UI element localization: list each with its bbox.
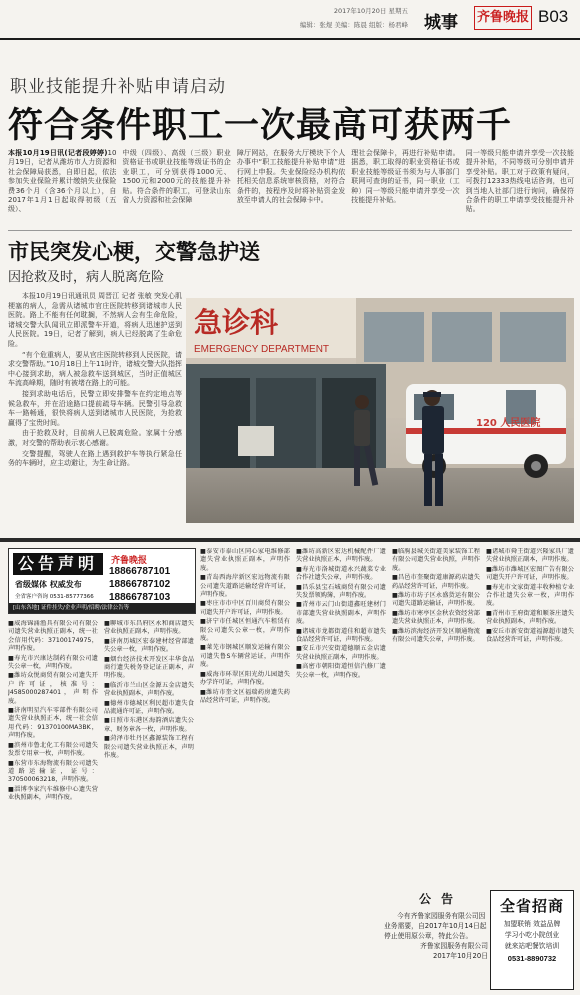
story2-paragraph: “有个危重病人，要从官庄医院转移到人民医院，请求交警帮助。”10月18日上午11时许，诸城交警大队指挥中心接到求助，病人被急救车送到城区，当时正值城区车流高峰期，随时有被堵在路上的可能。 (8, 350, 182, 388)
classified-item: ■德州市德城区利民超市遗失食品流通许可证，声明作废。 (104, 699, 194, 716)
header-rule (0, 38, 580, 40)
classified-item: ■济宁市任城区恒通汽车租赁有限公司遗失公章一枚，声明作废。 (200, 618, 290, 643)
classified-item: ■诸城市龙都街道佳和超市遗失食品经营许可证，声明作废。 (296, 627, 386, 644)
classified-column (8, 620, 98, 990)
notice-body: 今有齐鲁家园服务有限公司因业务需要，自2017年10月14日起停止使用原公章，特此公告。 (384, 912, 487, 940)
classified-rule (0, 538, 580, 542)
classified-item: ■威海市环翠区阳光幼儿园遗失办学许可证，声明作废。 (200, 670, 290, 687)
classified-item: ■聊城市东昌府区永和商店遗失营业执照正副本，声明作废。 (104, 620, 194, 636)
story1-column: 中级（四级）、高级（三级）职业资格证书或职业技能等级证书的企业职工，可分别获得1000元、1500元和2000元的技能提升补贴。符合条件的职工，可登录山东省人力资源和社会保障 (122, 149, 231, 205)
date-line: 2017年10月20日 星期五 (333, 7, 408, 15)
story1-column-text: 10月19日，记者从潍坊市人力资源和社会保障局获悉，自即日起，依法参加失业保险并累计缴纳失业保险费36个月（含36个月以上），自2017年1月1日起取得初级（五级）、 (8, 149, 117, 214)
public-notice (384, 890, 488, 990)
sign-chinese: 急诊科 (194, 306, 279, 339)
classified-item: ■青州市王府街道和顺茶庄遗失营业执照副本，声明作废。 (486, 609, 574, 626)
classified-item: ■济南历城区宏泰建材经营部遗失公章一枚，声明作废。 (104, 637, 194, 654)
classified-column (296, 548, 386, 990)
recruit-line: 加盟联销 效益品牌 (503, 920, 561, 928)
news-photo (186, 298, 574, 523)
classified-item: ■青州市云门山街道鑫旺建材门市部遗失营业执照副本，声明作废。 (296, 601, 386, 626)
ad-phone: 18866787102 (109, 579, 171, 590)
page-number: B03 (538, 7, 569, 26)
classified-column (200, 548, 290, 990)
classified-item: ■济南明星汽车零部件有限公司遗失营业执照正本，统一社会信用代码：91370100MA3BK，声明作废。 (8, 707, 98, 740)
story-divider (8, 230, 572, 231)
ad-title: 公告声明 (13, 553, 103, 575)
ad-brand: 齐鲁晚报 (111, 556, 148, 566)
classified-item: ■临沂市兰山区金源五金店遗失营业执照副本，声明作废。 (104, 681, 194, 698)
classified-item: ■莱芜市钢城区顺发运输有限公司遗失鲁S车辆营运证，声明作废。 (200, 644, 290, 669)
section-name: 城事 (424, 13, 458, 33)
ad-hotline: 全省客户咨询 0531-85777366 (15, 594, 94, 600)
classified-item: ■昌乐县宝石城商贸有限公司遗失发票领购簿，声明作废。 (296, 583, 386, 600)
recruit-line: 就来站吧餐饮培训 (504, 942, 560, 950)
story1-column: 同一等级只能申请并享受一次技能提升补贴，不同等级可分别申请并享受补贴。职工对于政策有疑问，可拨打12333热线电话咨询，也可到当地人社部门进行询问，确保符合条件的职工申请享受技能提升补贴。 (465, 149, 575, 214)
masthead (0, 0, 580, 40)
classified-item: ■潍坊市潍城区宏图广告有限公司遗失开户许可证，声明作废。 (486, 565, 574, 582)
classified-item: ■寿光市兴康达制药有限公司遗失公章一枚，声明作废。 (8, 654, 98, 671)
classified-item: ■滨州市鲁北化工有限公司遗失发票专用章一枚，声明作废。 (8, 741, 98, 758)
classified-item: ■菏泽市牡丹区鑫源装饰工程有限公司遗失营业执照正本，声明作废。 (104, 735, 194, 760)
editor-line: 编辑：张煜 美编：陈晨 组版：杨君峰 (299, 21, 408, 29)
classified-item: ■威海锦涌渔具有限公司有限公司遗失营业执照正副本，统一社会信用代码：37100174975，声明作废。 (8, 620, 98, 653)
story1-column (8, 149, 116, 225)
classified-item: ■寿光市文家街道丰收种植专业合作社遗失公章一枚，声明作废。 (486, 583, 574, 608)
story2-headline: 市民突发心梗，交警急护送 (8, 240, 260, 264)
classified-item: ■潍坊市坊子区永盛货运有限公司遗失道路运输证，声明作废。 (392, 592, 480, 608)
sign-english: EMERGENCY DEPARTMENT (194, 344, 330, 355)
recruit-phone: 0531-8890732 (507, 954, 557, 963)
classified-item: ■淄博李家汽车维修中心遗失营业执照副本，声明作废。 (8, 785, 98, 802)
classified-item: ■潍坊高新区宏达机械配件厂遗失营业执照正本，声明作废。 (296, 548, 386, 564)
story1-headline: 符合条件职工一次最高可获两千 (8, 106, 513, 146)
announcement-ad (8, 548, 196, 614)
classified-item: ■潍坊众悦商贸有限公司遗失开户许可证，核准号：J4585000287401，声明作废。 (8, 672, 98, 705)
notice-title: 公告 (418, 892, 463, 906)
classified-item: ■潍坊市奎文区福瑞药房遗失药品经营许可证，声明作废。 (200, 688, 290, 704)
classified-item: ■东营市东海物流有限公司遗失道路运输证，证号：370500063218，声明作废。 (8, 759, 98, 784)
classified-item: ■诸城市舜王街道兴隆家具厂遗失营业执照正副本，声明作废。 (486, 548, 574, 564)
classified-item: ■安丘市新安街道福源超市遗失食品经营许可证，声明作废。 (486, 627, 574, 644)
classified-item: ■安丘市兴安街道德顺五金店遗失营业执照正副本，声明作废。 (296, 645, 386, 661)
story1-body (8, 149, 574, 225)
story1-reporter: 段婷婷) (82, 149, 108, 157)
classified-item: ■潍坊滨海经济开发区顺通物流有限公司遗失公章，声明作废。 (392, 627, 480, 644)
classified-item: ■潍坊市寒亭区金秋农资经营部遗失营业执照正本，声明作废。 (392, 609, 480, 626)
classified-column (486, 548, 574, 884)
classified-column (104, 620, 194, 990)
classified-item: ■临朐县城关街道美家装饰工程有限公司遗失营业执照，声明作废。 (392, 548, 480, 572)
ad-footer: [山东各地] 证件挂失/企业声明/招聘/法律公告等 (9, 603, 195, 613)
story2-subhead: 因抢救及时，病人脱离危险 (8, 270, 165, 285)
ambulance-label: 120 人民医院 (476, 418, 541, 429)
ad-subtitle: 省级媒体 权威发布 (15, 580, 82, 589)
story1-lead-label: 本报10月19日讯(记者 (8, 149, 83, 157)
story1-column: 障厅网站，在服务大厅模块下个人办事中“职工技能提升补贴申请”进行网上申报。失业保险经办机构依托相关信息系统审核资格，对符合条件的，按程序及时将补贴资金发放至申请人的社会保障卡中。 (236, 149, 346, 205)
ad-phone: 18866787103 (109, 592, 171, 603)
classified-item: ■枣庄市市中区百川商贸有限公司遗失开户许可证，声明作废。 (200, 600, 290, 616)
notice-date: 2017年10月20日 (433, 952, 488, 960)
story2-paragraph: 交警提醒，驾驶人在路上遇到救护车等执行紧急任务的车辆时，应主动避让，为生命让路。 (8, 449, 182, 468)
story2-paragraph: 由于抢救及时，目前病人已脱离危险。家属十分感激，对交警的帮助表示衷心感谢。 (8, 429, 182, 447)
classified-item: ■高密市朝阳街道恒信汽修厂遗失公章一枚，声明作废。 (296, 663, 386, 679)
classified-item: ■寿光市洛城街道永兴蔬菜专业合作社遗失公章，声明作废。 (296, 565, 386, 582)
story1-column: 理社会保障卡，再进行补贴申请。据悉，职工取得的职业资格证书或职业技能等级证书须为与人事部门联网可查询的证书，同一职业（工种）同一等级只能申请并享受一次技能提升补贴。 (351, 149, 460, 205)
ad-phone: 18866787101 (109, 566, 171, 577)
story2-paragraph: 本报10月19日讯通讯员 周晋江 记者 张敏 突发心肌梗塞的病人，急需从诸城市官庄医院转移到诸城市人民医院。路上不能有任何耽搁，不然病人会有生命危险，诸城交警大队闻讯立即派警车开道，将病人迅速护送到人民医院。19日，记者了解到，病人已经脱离了生命危险。 (8, 292, 182, 348)
classified-item: ■烟台经济技术开发区丰华食品商行遗失税务登记证正副本，声明作废。 (104, 655, 194, 680)
ad-phones (109, 565, 170, 604)
notice-signature: 齐鲁家园服务有限公司 (420, 942, 488, 950)
recruit-lines (491, 919, 573, 952)
recruitment-ad (490, 890, 574, 990)
classified-column (392, 548, 480, 884)
hospital-scene-illustration (186, 298, 574, 523)
story1-kicker: 职业技能提升补贴申请启动 (10, 77, 226, 97)
classified-item: ■昌邑市奎聚街道康源药店遗失药品经营许可证，声明作废。 (392, 574, 480, 590)
recruit-title: 全省招商 (499, 897, 564, 915)
classified-item: ■泰安市泰山区同心家电维修部遗失营业执照正副本，声明作废。 (200, 548, 290, 572)
recruit-line: 学习小吃小院创业 (504, 931, 560, 939)
brand-logo: 齐鲁晚报 (474, 6, 532, 30)
story2-body (8, 292, 182, 528)
classified-item: ■日照市东港区海韵酒店遗失公章、财务章各一枚，声明作废。 (104, 717, 194, 733)
classified-item: ■青岛西海岸新区宏远物流有限公司遗失道路运输经营许可证，声明作废。 (200, 574, 290, 599)
story2-paragraph: 接到求助电话后，民警立即安排警车在约定地点等候急救车，并在沿途路口提前疏导车辆。民警引导急救车一路畅通，很快将病人送到诸城市人民医院，为抢救赢得了宝贵时间。 (8, 389, 182, 427)
